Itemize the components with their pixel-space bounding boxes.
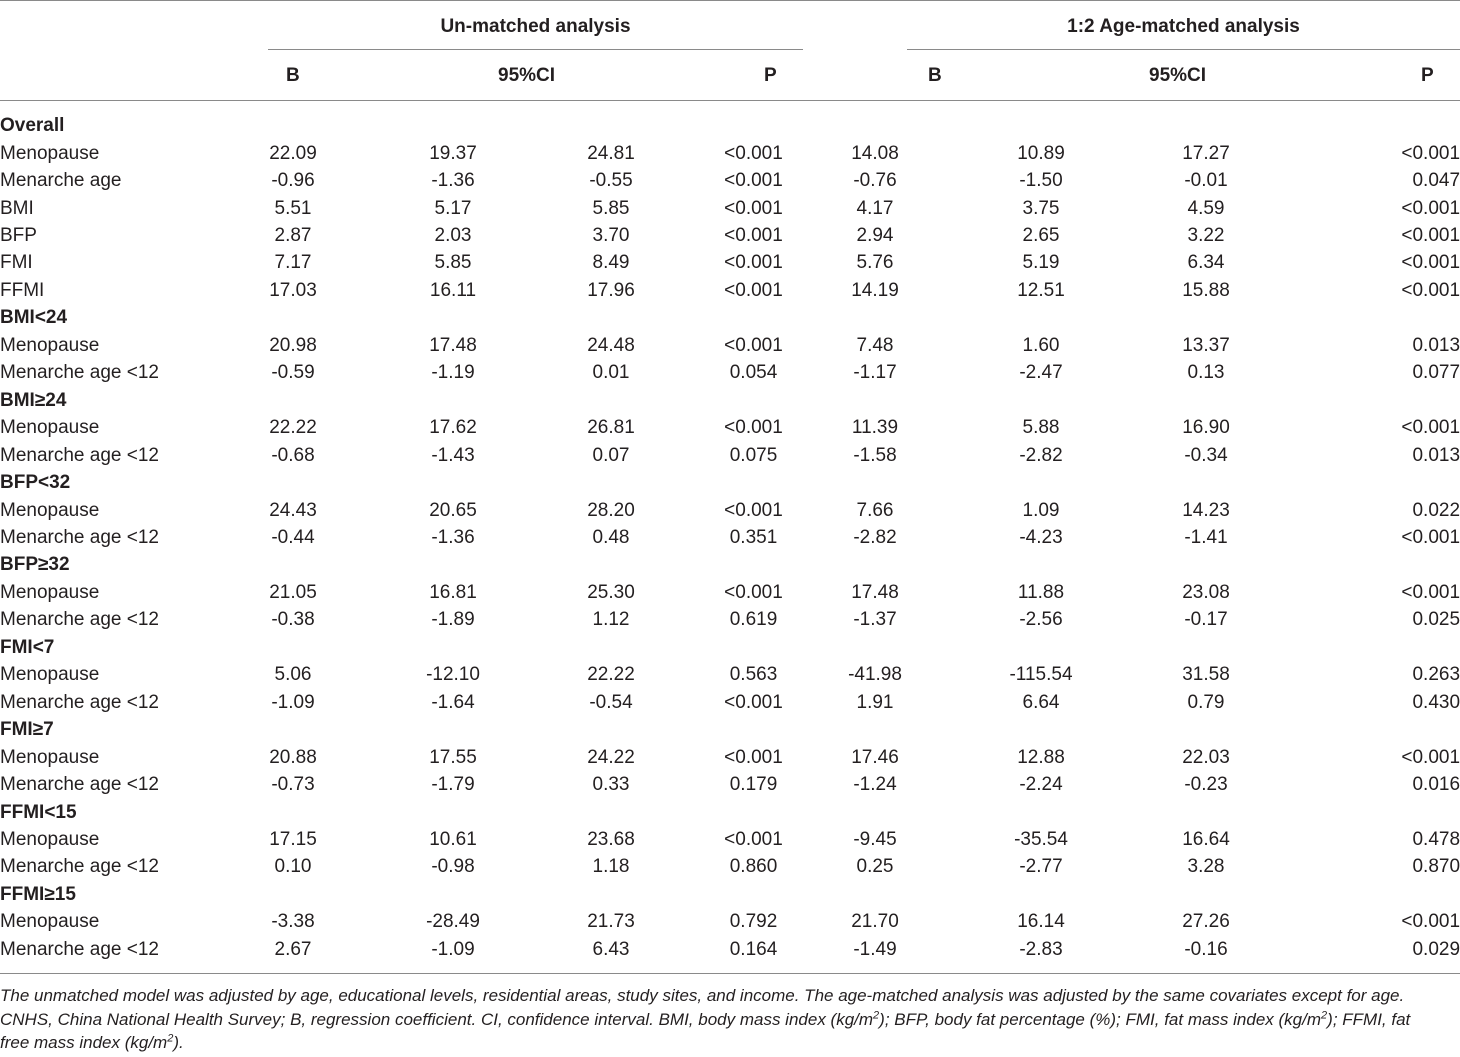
footnote-superscript: 2 <box>1321 1008 1328 1021</box>
footnote-line-2-part-b: ); BFP, body fat percentage (%); FMI, fat mass index (kg/m <box>879 1009 1322 1029</box>
matched-ci-lower-cell: 1.09 <box>1022 499 1060 521</box>
table-row <box>0 496 1460 523</box>
table-row <box>0 524 1460 551</box>
matched-ci-lower-cell: 2.65 <box>1022 225 1060 247</box>
footnote-line-3-part-a: free mass index (kg/m <box>0 1033 168 1052</box>
row-label: Menarche age <12 <box>0 444 159 466</box>
footnote-superscript: 2 <box>873 1008 880 1021</box>
matched-b-cell: -2.82 <box>853 527 897 549</box>
footnote-line-3 <box>0 1031 1460 1055</box>
unmatched-p-cell: <0.001 <box>724 746 783 768</box>
unmatched-ci-upper-cell: 0.48 <box>592 527 630 549</box>
unmatched-ci-lower-cell: 5.17 <box>434 197 472 219</box>
unmatched-p-cell: <0.001 <box>724 225 783 247</box>
unmatched-b-cell: 17.03 <box>269 279 317 301</box>
matched-analysis-header: 1:2 Age-matched analysis <box>1067 16 1300 37</box>
unmatched-ci-upper-cell: 24.48 <box>587 334 635 356</box>
section-header-row <box>0 634 1460 661</box>
table-footnote <box>0 984 1460 1055</box>
footnote-line-1: The unmatched model was adjusted by age, educational levels, residential areas, study sites, and income. The age-matched analysis was adjusted by the same covariates except for age. <box>0 986 1405 1005</box>
table-row <box>0 853 1460 880</box>
section-title: FMI<7 <box>0 636 55 658</box>
table-row <box>0 826 1460 853</box>
matched-b-cell: -1.24 <box>853 774 897 796</box>
row-label: Menarche age <box>0 170 122 192</box>
footnote-line-2-part-a: CNHS, China National Health Survey; B, regression coefficient. CI, confidence interval. BMI, body mass index (kg/m <box>0 1009 874 1029</box>
section-title: FMI≥7 <box>0 719 54 741</box>
matched-ci-lower-cell: 11.88 <box>1017 581 1065 603</box>
unmatched-p-cell: 0.054 <box>729 362 778 384</box>
section-title: BMI<24 <box>0 307 68 329</box>
section-header-row <box>0 112 1460 139</box>
matched-ci-lower-cell: -2.82 <box>1019 444 1063 466</box>
unmatched-p-cell: 0.563 <box>729 664 778 686</box>
row-label: Menopause <box>0 664 100 686</box>
unmatched-ci-lower-cell: 20.65 <box>429 499 477 521</box>
section-header-row <box>0 716 1460 743</box>
unmatched-b-cell: 24.43 <box>269 499 317 521</box>
unmatched-ci-upper-cell: 28.20 <box>587 499 635 521</box>
unmatched-p-cell: <0.001 <box>724 142 783 164</box>
matched-p-cell: 0.013 <box>1412 334 1460 356</box>
header-bottom-rule <box>0 100 1460 101</box>
unmatched-ci-upper-cell: 5.85 <box>592 197 630 219</box>
unmatched-p-cell: 0.164 <box>729 938 778 960</box>
table-row <box>0 743 1460 770</box>
matched-ci-upper-cell: 15.88 <box>1182 279 1230 301</box>
matched-ci-upper-cell: -0.17 <box>1184 609 1228 631</box>
section-title: BMI≥24 <box>0 389 67 411</box>
section-header-row <box>0 387 1460 414</box>
section-title: FFMI≥15 <box>0 883 76 905</box>
unmatched-p-cell: <0.001 <box>724 170 783 192</box>
matched-b-header: B <box>928 65 942 86</box>
table-top-rule <box>0 0 1460 1</box>
table-row <box>0 771 1460 798</box>
matched-p-cell: 0.430 <box>1412 691 1460 713</box>
matched-header-underline <box>907 49 1460 50</box>
table-row <box>0 441 1460 468</box>
unmatched-ci-lower-cell: 17.62 <box>429 417 477 439</box>
section-header-row <box>0 304 1460 331</box>
row-label: Menarche age <12 <box>0 691 159 713</box>
matched-ci-upper-cell: 4.59 <box>1187 197 1225 219</box>
unmatched-p-cell: <0.001 <box>724 197 783 219</box>
table-row <box>0 689 1460 716</box>
section-title: Overall <box>0 115 65 137</box>
unmatched-b-cell: 22.09 <box>269 142 317 164</box>
matched-ci-upper-cell: -0.23 <box>1184 774 1228 796</box>
matched-b-cell: 7.48 <box>856 334 894 356</box>
unmatched-ci-lower-cell: -1.36 <box>431 170 475 192</box>
matched-ci-upper-cell: 0.13 <box>1187 362 1225 384</box>
unmatched-ci-upper-cell: 0.01 <box>592 362 630 384</box>
unmatched-ci-upper-cell: 6.43 <box>592 938 630 960</box>
row-label: Menopause <box>0 911 100 933</box>
row-label: Menarche age <12 <box>0 362 159 384</box>
matched-p-header: P <box>1421 65 1434 86</box>
matched-p-cell: 0.022 <box>1412 499 1460 521</box>
unmatched-p-cell: 0.179 <box>729 774 778 796</box>
unmatched-ci-upper-cell: 8.49 <box>592 252 630 274</box>
table-bottom-rule <box>0 973 1460 974</box>
unmatched-b-cell: 2.67 <box>274 938 312 960</box>
unmatched-b-cell: 20.98 <box>269 334 317 356</box>
matched-b-cell: 4.17 <box>856 197 894 219</box>
unmatched-b-cell: 17.15 <box>269 829 317 850</box>
matched-b-cell: 7.66 <box>856 499 894 521</box>
matched-p-cell: 0.029 <box>1412 938 1460 960</box>
unmatched-b-cell: 21.05 <box>269 581 317 603</box>
matched-ci-upper-cell: -0.16 <box>1184 938 1228 960</box>
unmatched-b-cell: -0.59 <box>271 362 315 384</box>
unmatched-p-cell: <0.001 <box>724 334 783 356</box>
matched-ci-lower-cell: 16.14 <box>1017 911 1065 933</box>
matched-p-cell: 0.047 <box>1412 170 1460 192</box>
matched-ci-lower-cell: -2.24 <box>1019 774 1063 796</box>
unmatched-ci-lower-cell: 16.11 <box>429 279 477 301</box>
unmatched-ci-lower-cell: 5.85 <box>434 252 472 274</box>
table-row <box>0 359 1460 386</box>
matched-ci-lower-cell: -1.50 <box>1019 170 1063 192</box>
unmatched-p-cell: 0.351 <box>729 527 778 549</box>
matched-b-cell: 21.70 <box>851 911 899 933</box>
unmatched-p-cell: <0.001 <box>724 279 783 301</box>
unmatched-ci-upper-cell: 3.70 <box>592 225 630 247</box>
matched-ci-lower-cell: -2.56 <box>1019 609 1063 631</box>
unmatched-ci-upper-cell: -0.55 <box>589 170 633 192</box>
unmatched-p-cell: 0.792 <box>729 911 778 933</box>
unmatched-p-cell: <0.001 <box>724 829 783 850</box>
matched-ci-upper-cell: 6.34 <box>1187 252 1225 274</box>
matched-ci-lower-cell: 12.51 <box>1017 279 1065 301</box>
matched-p-cell: <0.001 <box>1401 581 1460 603</box>
matched-ci-lower-cell: 3.75 <box>1022 197 1060 219</box>
unmatched-ci-upper-cell: 22.22 <box>587 664 635 686</box>
table-row <box>0 579 1460 606</box>
table-row <box>0 167 1460 194</box>
matched-b-cell: 17.48 <box>851 581 899 603</box>
unmatched-b-cell: -0.38 <box>271 609 315 631</box>
unmatched-b-cell: 22.22 <box>269 417 317 439</box>
unmatched-p-cell: <0.001 <box>724 691 783 713</box>
unmatched-ci-upper-cell: 25.30 <box>587 581 635 603</box>
unmatched-ci-lower-cell: 19.37 <box>429 142 477 164</box>
matched-b-cell: 0.25 <box>856 856 894 878</box>
unmatched-p-cell: <0.001 <box>724 252 783 274</box>
matched-p-cell: <0.001 <box>1401 252 1460 274</box>
matched-p-cell: <0.001 <box>1401 197 1460 219</box>
matched-p-cell: 0.478 <box>1412 829 1460 850</box>
table-row <box>0 661 1460 688</box>
matched-p-cell: 0.263 <box>1412 664 1460 686</box>
row-label: Menarche age <12 <box>0 938 159 960</box>
matched-p-cell: 0.025 <box>1412 609 1460 631</box>
unmatched-ci-upper-cell: 23.68 <box>587 829 635 850</box>
unmatched-ci-upper-cell: 21.73 <box>587 911 635 933</box>
unmatched-ci-upper-cell: 0.33 <box>592 774 630 796</box>
matched-ci-lower-cell: 5.19 <box>1022 252 1060 274</box>
footnote-superscript: 2 <box>167 1032 174 1045</box>
row-label: Menopause <box>0 829 100 850</box>
section-title: BFP<32 <box>0 472 71 494</box>
section-header-row <box>0 551 1460 578</box>
unmatched-ci-upper-cell: 1.18 <box>592 856 630 878</box>
unmatched-ci-lower-cell: -12.10 <box>426 664 480 686</box>
matched-ci-upper-cell: 16.64 <box>1182 829 1230 850</box>
unmatched-b-cell: 20.88 <box>269 746 317 768</box>
footnote-line-2 <box>0 1008 1460 1032</box>
matched-b-cell: 5.76 <box>856 252 894 274</box>
section-header-row <box>0 469 1460 496</box>
matched-b-cell: -41.98 <box>848 664 902 686</box>
matched-b-cell: -9.45 <box>853 829 897 850</box>
matched-b-cell: 14.08 <box>851 142 899 164</box>
matched-b-cell: -0.76 <box>853 170 897 192</box>
matched-b-cell: 1.91 <box>856 691 894 713</box>
unmatched-b-header: B <box>286 65 300 86</box>
row-label: Menopause <box>0 499 100 521</box>
unmatched-ci-lower-cell: 17.55 <box>429 746 477 768</box>
unmatched-b-cell: 5.06 <box>274 664 312 686</box>
unmatched-ci-header: 95%CI <box>498 65 556 86</box>
matched-ci-header: 95%CI <box>1149 65 1207 86</box>
unmatched-ci-upper-cell: 0.07 <box>592 444 630 466</box>
matched-ci-lower-cell: -35.54 <box>1014 829 1068 850</box>
table-row <box>0 194 1460 221</box>
table-row <box>0 139 1460 166</box>
unmatched-ci-lower-cell: -28.49 <box>426 911 480 933</box>
matched-ci-upper-cell: 3.22 <box>1187 225 1225 247</box>
unmatched-ci-lower-cell: -1.19 <box>431 362 475 384</box>
row-label: FFMI <box>0 279 45 301</box>
row-label: Menopause <box>0 142 100 164</box>
matched-b-cell: -1.37 <box>853 609 897 631</box>
unmatched-ci-upper-cell: 26.81 <box>587 417 635 439</box>
section-header-row <box>0 798 1460 825</box>
unmatched-header-underline <box>268 49 803 50</box>
matched-ci-upper-cell: -0.34 <box>1184 444 1228 466</box>
unmatched-ci-lower-cell: 16.81 <box>429 581 477 603</box>
matched-b-cell: 14.19 <box>851 279 899 301</box>
table-row <box>0 249 1460 276</box>
unmatched-ci-upper-cell: 1.12 <box>592 609 630 631</box>
matched-b-cell: -1.17 <box>853 362 897 384</box>
table-row <box>0 936 1460 963</box>
table-row <box>0 414 1460 441</box>
matched-ci-lower-cell: -115.54 <box>1009 664 1073 686</box>
unmatched-b-cell: -0.44 <box>271 527 315 549</box>
matched-ci-upper-cell: 13.37 <box>1182 334 1230 356</box>
unmatched-b-cell: 0.10 <box>274 856 312 878</box>
row-label: Menopause <box>0 334 100 356</box>
matched-ci-lower-cell: 5.88 <box>1022 417 1060 439</box>
matched-ci-lower-cell: -2.47 <box>1019 362 1063 384</box>
matched-ci-upper-cell: 22.03 <box>1182 746 1230 768</box>
unmatched-b-cell: -0.73 <box>271 774 315 796</box>
matched-p-cell: <0.001 <box>1401 142 1460 164</box>
matched-ci-lower-cell: -2.83 <box>1019 938 1063 960</box>
matched-ci-lower-cell: 12.88 <box>1017 746 1065 768</box>
table-row <box>0 332 1460 359</box>
matched-b-cell: -1.58 <box>853 444 897 466</box>
matched-p-cell: 0.013 <box>1412 444 1460 466</box>
row-label: Menopause <box>0 746 100 768</box>
footnote-line-3-part-b: ). <box>173 1033 184 1052</box>
unmatched-b-cell: 7.17 <box>274 252 312 274</box>
matched-ci-upper-cell: -0.01 <box>1184 170 1228 192</box>
matched-ci-upper-cell: 3.28 <box>1187 856 1225 878</box>
unmatched-ci-upper-cell: -0.54 <box>589 691 633 713</box>
unmatched-b-cell: 5.51 <box>274 197 312 219</box>
table-row <box>0 908 1460 935</box>
matched-ci-upper-cell: 0.79 <box>1187 691 1225 713</box>
matched-ci-lower-cell: -4.23 <box>1019 527 1063 549</box>
matched-ci-upper-cell: -1.41 <box>1184 527 1228 549</box>
unmatched-ci-lower-cell: -1.43 <box>431 444 475 466</box>
matched-p-cell: <0.001 <box>1401 911 1460 933</box>
matched-ci-upper-cell: 27.26 <box>1182 911 1230 933</box>
unmatched-ci-lower-cell: -1.09 <box>431 938 475 960</box>
unmatched-ci-upper-cell: 17.96 <box>587 279 635 301</box>
unmatched-p-cell: <0.001 <box>724 417 783 439</box>
matched-p-cell: <0.001 <box>1401 225 1460 247</box>
unmatched-p-cell: 0.075 <box>729 444 778 466</box>
unmatched-p-cell: 0.619 <box>729 609 778 631</box>
matched-p-cell: <0.001 <box>1401 746 1460 768</box>
matched-b-cell: 17.46 <box>851 746 899 768</box>
unmatched-ci-lower-cell: -1.64 <box>431 691 475 713</box>
row-label: Menarche age <12 <box>0 609 159 631</box>
row-label: Menarche age <12 <box>0 774 159 796</box>
unmatched-ci-lower-cell: -0.98 <box>431 856 475 878</box>
section-title: FFMI<15 <box>0 801 77 823</box>
matched-ci-lower-cell: 6.64 <box>1022 691 1060 713</box>
results-table <box>0 112 1460 963</box>
unmatched-p-cell: 0.860 <box>729 856 778 878</box>
footnote-line-2-part-c: ); FFMI, fat <box>1327 1009 1411 1029</box>
unmatched-ci-lower-cell: 17.48 <box>429 334 477 356</box>
row-label: Menarche age <12 <box>0 527 159 549</box>
section-title: BFP≥32 <box>0 554 70 576</box>
matched-b-cell: -1.49 <box>853 938 897 960</box>
unmatched-b-cell: -0.96 <box>271 170 315 192</box>
row-label: BMI <box>0 197 34 219</box>
unmatched-ci-lower-cell: 10.61 <box>429 829 477 850</box>
unmatched-ci-lower-cell: -1.79 <box>431 774 475 796</box>
matched-ci-lower-cell: -2.77 <box>1019 856 1063 878</box>
table-row <box>0 222 1460 249</box>
unmatched-ci-lower-cell: 2.03 <box>434 225 472 247</box>
matched-p-cell: <0.001 <box>1401 417 1460 439</box>
results-table-body <box>0 112 1460 963</box>
row-label: Menopause <box>0 581 100 603</box>
row-label: Menopause <box>0 417 100 439</box>
matched-p-cell: 0.077 <box>1412 362 1460 384</box>
matched-b-cell: 11.39 <box>851 417 899 439</box>
matched-p-cell: 0.870 <box>1412 856 1460 878</box>
table-row <box>0 606 1460 633</box>
matched-p-cell: 0.016 <box>1412 774 1460 796</box>
matched-ci-lower-cell: 10.89 <box>1017 142 1065 164</box>
unmatched-p-cell: <0.001 <box>724 499 783 521</box>
matched-ci-upper-cell: 17.27 <box>1182 142 1230 164</box>
matched-ci-upper-cell: 31.58 <box>1182 664 1230 686</box>
unmatched-b-cell: -3.38 <box>271 911 315 933</box>
matched-ci-upper-cell: 14.23 <box>1182 499 1230 521</box>
matched-p-cell: <0.001 <box>1401 279 1460 301</box>
unmatched-p-header: P <box>764 65 777 86</box>
row-label: BFP <box>0 225 37 247</box>
row-label: Menarche age <12 <box>0 856 159 878</box>
matched-b-cell: 2.94 <box>856 225 894 247</box>
unmatched-analysis-header: Un-matched analysis <box>440 16 631 37</box>
unmatched-ci-upper-cell: 24.81 <box>587 142 635 164</box>
table-row <box>0 277 1460 304</box>
unmatched-p-cell: <0.001 <box>724 581 783 603</box>
unmatched-b-cell: -1.09 <box>271 691 315 713</box>
section-header-row <box>0 881 1460 908</box>
matched-p-cell: <0.001 <box>1401 527 1460 549</box>
unmatched-b-cell: -0.68 <box>271 444 315 466</box>
matched-ci-upper-cell: 16.90 <box>1182 417 1230 439</box>
matched-ci-upper-cell: 23.08 <box>1182 581 1230 603</box>
unmatched-b-cell: 2.87 <box>274 225 312 247</box>
unmatched-ci-lower-cell: -1.89 <box>431 609 475 631</box>
unmatched-ci-lower-cell: -1.36 <box>431 527 475 549</box>
unmatched-ci-upper-cell: 24.22 <box>587 746 635 768</box>
row-label: FMI <box>0 252 33 274</box>
matched-ci-lower-cell: 1.60 <box>1022 334 1060 356</box>
